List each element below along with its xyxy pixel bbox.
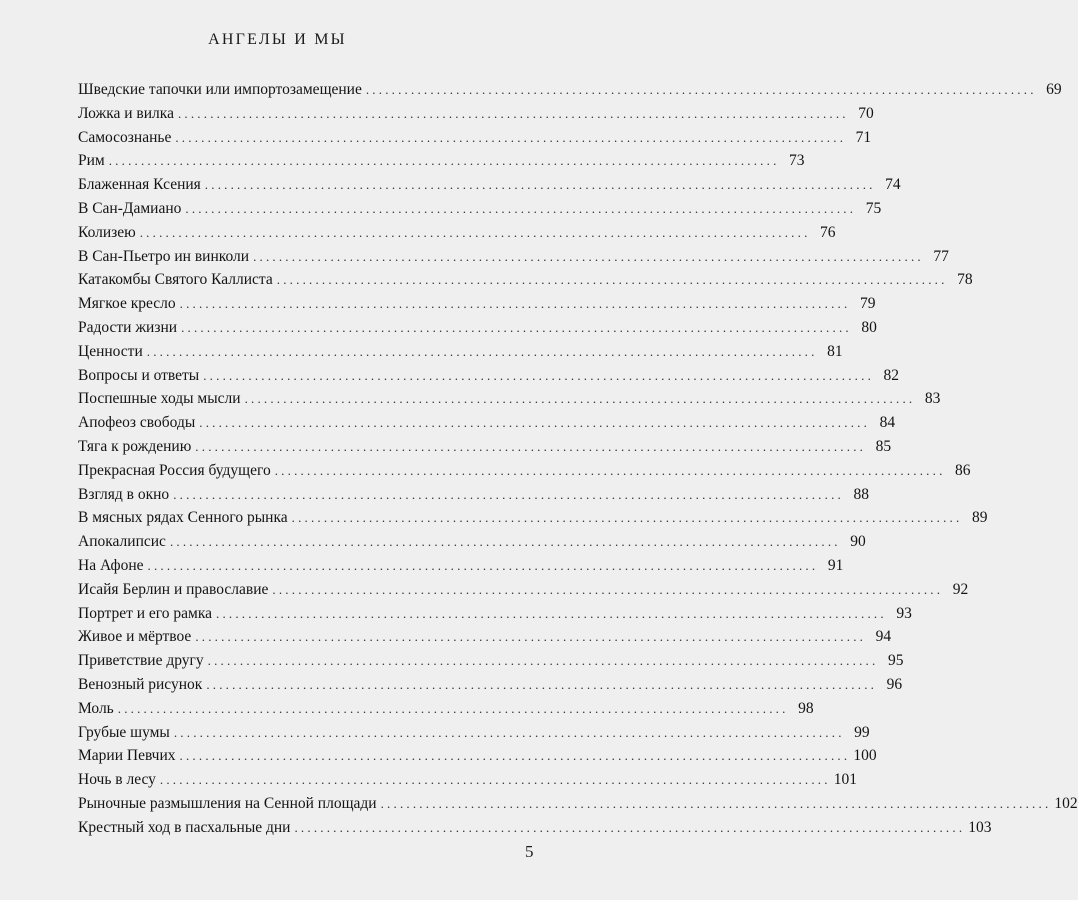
toc-entry-page: 94 bbox=[875, 628, 892, 646]
toc-leader-dots: ........................................................................................................ bbox=[244, 391, 916, 407]
toc-entry bbox=[78, 173, 901, 197]
toc-entry-page: 70 bbox=[858, 104, 874, 122]
toc-entry bbox=[78, 578, 969, 602]
page-number: 5 bbox=[525, 842, 534, 861]
toc-leader-dots: ........................................................................................................ bbox=[276, 272, 948, 288]
toc-entry-title: Живое и мёртвое bbox=[78, 628, 192, 646]
toc-leader-dots: ........................................................................................................ bbox=[195, 629, 867, 645]
toc-entry-page: 98 bbox=[798, 699, 814, 717]
toc-entry-title: Взгляд в окно bbox=[78, 485, 170, 503]
toc-entry-title: Рыночные размышления на Сенной площади bbox=[78, 794, 377, 812]
toc-entry-title: Апокалипсис bbox=[78, 533, 166, 551]
toc-entry-page: 100 bbox=[853, 747, 877, 765]
toc-entry-title: Рим bbox=[78, 152, 105, 170]
toc-leader-dots: ........................................................................................................ bbox=[216, 605, 887, 621]
toc-entry bbox=[78, 221, 836, 245]
toc-entry-page: 76 bbox=[820, 223, 836, 241]
toc-leader-dots: ........................................................................................................ bbox=[108, 153, 780, 169]
toc-entry-page: 101 bbox=[833, 771, 857, 789]
toc-entry bbox=[78, 387, 941, 411]
toc-entry-title: В Сан-Пьетро ин винколи bbox=[78, 247, 250, 265]
toc-leader-dots: ........................................................................................................ bbox=[199, 415, 871, 431]
toc-leader-dots: ........................................................................................................ bbox=[291, 510, 963, 526]
toc-entry bbox=[78, 768, 857, 792]
toc-entry-title: Радости жизни bbox=[78, 318, 178, 336]
toc-leader-dots: ........................................................................................................ bbox=[179, 296, 851, 312]
toc-leader-dots: ........................................................................................................ bbox=[203, 367, 875, 383]
toc-entry-page: 79 bbox=[859, 295, 876, 313]
toc-entry-title: Мягкое кресло bbox=[78, 295, 176, 313]
toc-entry-page: 90 bbox=[850, 533, 866, 551]
toc-leader-dots: ........................................................................................................ bbox=[380, 795, 1052, 811]
toc-leader-dots: ........................................................................................................ bbox=[177, 105, 849, 121]
toc-entry-title: Ценности bbox=[78, 342, 143, 360]
toc-entry-page: 91 bbox=[827, 556, 844, 574]
toc-leader-dots: ........................................................................................................ bbox=[365, 82, 1037, 97]
toc-leader-dots: ........................................................................................................ bbox=[181, 319, 852, 335]
toc-entry-title: Исайя Берлин и православие bbox=[78, 580, 269, 598]
toc-entry-title: Марии Певчих bbox=[78, 747, 176, 765]
toc-entry-title: Апофеоз свободы bbox=[78, 414, 196, 432]
toc-entry-page: 86 bbox=[955, 461, 971, 479]
toc-entry-page: 89 bbox=[971, 509, 988, 527]
toc-leader-dots: ........................................................................................................ bbox=[294, 819, 966, 835]
toc-entry-page: 92 bbox=[952, 580, 969, 598]
toc-entry-title: Поспешные ходы мысли bbox=[78, 390, 241, 408]
toc-entry-title: Колизею bbox=[78, 223, 136, 241]
toc-entry bbox=[78, 744, 877, 768]
toc-entry-title: Шведские тапочки или импортозамещение bbox=[78, 81, 362, 98]
toc-entry-title: Самосознанье bbox=[78, 128, 172, 146]
toc-entry-page: 69 bbox=[1046, 81, 1062, 98]
toc-entry-page: 88 bbox=[853, 485, 869, 503]
toc-entry bbox=[78, 78, 1062, 102]
toc-entry-page: 96 bbox=[886, 675, 903, 693]
toc-leader-dots: ........................................................................................................ bbox=[185, 200, 857, 216]
toc-entry bbox=[78, 102, 874, 126]
toc-entry-page: 73 bbox=[789, 152, 805, 170]
toc-leader-dots: ........................................................................................................ bbox=[204, 177, 876, 193]
toc-entry bbox=[78, 483, 869, 507]
toc-entry bbox=[78, 673, 903, 697]
toc-entry-title: Катакомбы Святого Каллиста bbox=[78, 271, 273, 289]
toc-entry-title: Портрет и его рамка bbox=[78, 604, 212, 622]
toc-entry-page: 82 bbox=[883, 366, 900, 384]
toc-leader-dots: ........................................................................................................ bbox=[207, 653, 879, 669]
toc-entry bbox=[78, 316, 877, 340]
toc-leader-dots: ........................................................................................................ bbox=[173, 486, 844, 502]
toc-entry bbox=[78, 554, 844, 578]
toc-entry bbox=[78, 649, 904, 673]
toc-entry bbox=[78, 340, 843, 364]
toc-entry-page: 77 bbox=[933, 247, 949, 265]
toc-entry-title: Венозный рисунок bbox=[78, 675, 203, 693]
toc-leader-dots: ........................................................................................................ bbox=[146, 343, 818, 359]
toc-leader-dots: ........................................................................................................ bbox=[147, 557, 819, 573]
toc-entry-title: Приветствие другу bbox=[78, 652, 204, 670]
toc-entry bbox=[78, 506, 988, 530]
toc-entry-title: В Сан-Дамиано bbox=[78, 199, 182, 217]
toc-leader-dots: ........................................................................................................ bbox=[206, 676, 878, 692]
toc-entry-page: 71 bbox=[855, 128, 872, 146]
toc-entry-page: 95 bbox=[887, 652, 904, 670]
toc-entry-title: Тяга к рождению bbox=[78, 437, 192, 455]
toc-entry-title: Ложка и вилка bbox=[78, 104, 174, 122]
toc-leader-dots: ........................................................................................................ bbox=[159, 772, 831, 788]
toc-entry-page: 83 bbox=[924, 390, 941, 408]
toc-leader-dots: ........................................................................................................ bbox=[175, 129, 847, 145]
toc-entry bbox=[78, 530, 866, 554]
toc-entry-title: Ночь в лесу bbox=[78, 771, 156, 789]
toc-entry-title: В мясных рядах Сенного рынка bbox=[78, 509, 288, 527]
toc-leader-dots: ........................................................................................................ bbox=[195, 438, 867, 454]
toc-entry-page: 81 bbox=[827, 342, 843, 360]
toc-entry bbox=[78, 459, 971, 483]
toc-entry-page: 93 bbox=[896, 604, 912, 622]
toc-leader-dots: ........................................................................................................ bbox=[179, 748, 851, 764]
toc-entry-title: Блаженная Ксения bbox=[78, 176, 201, 194]
toc-leader-dots: ........................................................................................................ bbox=[253, 248, 924, 264]
toc-entry bbox=[78, 602, 912, 626]
toc-entry bbox=[78, 697, 814, 721]
toc-entry-title: Вопросы и ответы bbox=[78, 366, 200, 384]
toc-entry-page: 78 bbox=[957, 271, 973, 289]
toc-entry-title: Прекрасная Россия будущего bbox=[78, 461, 271, 479]
toc-entry-page: 99 bbox=[854, 723, 870, 741]
toc-entry bbox=[78, 816, 992, 840]
toc-entry bbox=[78, 268, 973, 292]
toc-entry-page: 85 bbox=[875, 437, 892, 455]
section-title: АНГЕЛЫ И МЫ bbox=[208, 31, 347, 48]
toc-entry bbox=[78, 625, 892, 649]
toc-entry bbox=[78, 149, 805, 173]
toc-entry bbox=[78, 435, 892, 459]
toc-entry-title: На Афоне bbox=[78, 556, 144, 574]
toc-leader-dots: ........................................................................................................ bbox=[117, 700, 789, 716]
toc-entry-page: 84 bbox=[879, 414, 896, 432]
toc-entry bbox=[78, 721, 870, 745]
toc-entry-page: 75 bbox=[865, 199, 882, 217]
toc-entry bbox=[78, 364, 900, 388]
toc-entry-title: Грубые шумы bbox=[78, 723, 170, 741]
toc-entry bbox=[78, 126, 872, 150]
toc-leader-dots: ........................................................................................................ bbox=[173, 724, 845, 740]
toc-entry bbox=[78, 292, 876, 316]
toc-leader-dots: ........................................................................................................ bbox=[274, 462, 946, 478]
toc-entry-page: 102 bbox=[1054, 794, 1078, 812]
toc-entry-title: Моль bbox=[78, 699, 114, 717]
toc-entry-title: Крестный ход в пасхальные дни bbox=[78, 818, 291, 836]
toc-leader-dots: ........................................................................................................ bbox=[139, 224, 811, 240]
toc-leader-dots: ........................................................................................................ bbox=[169, 534, 841, 550]
toc-entry-page: 74 bbox=[885, 176, 901, 194]
toc-entry bbox=[78, 411, 896, 435]
toc-entry bbox=[78, 245, 949, 269]
toc-leader-dots: ........................................................................................................ bbox=[272, 581, 944, 597]
toc-entry bbox=[78, 792, 1078, 816]
toc-entry-page: 103 bbox=[968, 818, 992, 836]
toc-entry-page: 80 bbox=[861, 318, 877, 336]
table-of-contents bbox=[78, 78, 1078, 840]
toc-entry bbox=[78, 197, 882, 221]
